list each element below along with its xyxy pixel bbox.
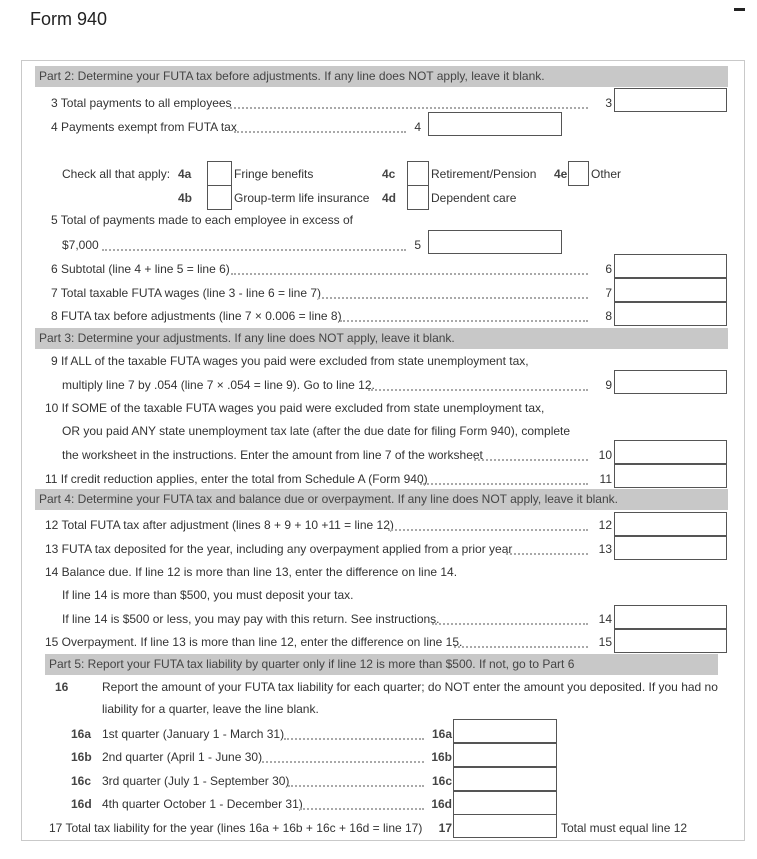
retirement-pension-checkbox[interactable] bbox=[407, 161, 429, 186]
q16d-label: 4th quarter October 1 - December 31) bbox=[102, 797, 303, 811]
check-4e-label: Other bbox=[591, 167, 622, 181]
leader-dots bbox=[300, 800, 424, 810]
q16c-label: 3rd quarter (July 1 - September 30) bbox=[102, 774, 290, 788]
group-term-life-checkbox[interactable] bbox=[207, 185, 232, 210]
line4-input[interactable] bbox=[428, 112, 562, 136]
q16b-input[interactable] bbox=[453, 743, 557, 767]
line10-label-c: the worksheet in the instructions. Enter the amount from line 7 of the worksheet bbox=[62, 448, 483, 462]
line7-label: 7 Total taxable FUTA wages (line 3 - line 6 = line 7) bbox=[51, 286, 322, 300]
q16c-input[interactable] bbox=[453, 767, 557, 791]
check-4c-code: 4c bbox=[382, 167, 396, 181]
fringe-benefits-checkbox[interactable] bbox=[207, 161, 232, 186]
leader-dots bbox=[102, 241, 406, 251]
leader-dots bbox=[388, 521, 588, 531]
line16-text-b: liability for a quarter, leave the line blank. bbox=[102, 702, 319, 716]
q16c-code: 16c bbox=[71, 774, 92, 788]
line14-number: 14 bbox=[598, 612, 612, 626]
line8-number: 8 bbox=[605, 309, 612, 323]
check-all-label: Check all that apply: bbox=[62, 167, 171, 181]
check-4b-label: Group-term life insurance bbox=[234, 191, 370, 205]
leader-dots bbox=[474, 451, 588, 461]
line5-input[interactable] bbox=[428, 230, 562, 254]
check-4e-code: 4e bbox=[554, 167, 568, 181]
line8-label: 8 FUTA tax before adjustments (line 7 × 0.006 = line 8) bbox=[51, 309, 342, 323]
line4-label: 4 Payments exempt from FUTA tax bbox=[51, 120, 237, 134]
q16a-label: 1st quarter (January 1 - March 31) bbox=[102, 727, 285, 741]
line9-input[interactable] bbox=[614, 370, 727, 394]
line16-text-a: Report the amount of your FUTA tax liability for each quarter; do NOT enter the amount you deposited. If you had no bbox=[102, 680, 718, 694]
line13-number: 13 bbox=[598, 542, 612, 556]
line5-label-a: 5 Total of payments made to each employee in excess of bbox=[51, 213, 353, 227]
line15-input[interactable] bbox=[614, 629, 727, 653]
line6-input[interactable] bbox=[614, 254, 727, 278]
line15-label: 15 Overpayment. If line 13 is more than line 12, enter the difference on line 15. bbox=[45, 635, 463, 649]
check-4d-label: Dependent care bbox=[431, 191, 517, 205]
line9-number: 9 bbox=[605, 378, 612, 392]
line14-label-b: If line 14 is more than $500, you must deposit your tax. bbox=[62, 588, 354, 602]
line12-input[interactable] bbox=[614, 512, 727, 536]
q16d-number: 16d bbox=[431, 797, 452, 811]
line4-number: 4 bbox=[414, 120, 421, 134]
leader-dots bbox=[340, 312, 588, 322]
leader-dots bbox=[506, 545, 588, 555]
line5-number: 5 bbox=[414, 238, 421, 252]
line11-number: 11 bbox=[599, 472, 612, 486]
leader-dots bbox=[420, 475, 588, 485]
line17-note: Total must equal line 12 bbox=[561, 821, 688, 835]
part3-heading: Part 3: Determine your adjustments. If any line does NOT apply, leave it blank. bbox=[35, 328, 728, 349]
part2-heading: Part 2: Determine your FUTA tax before adjustments. If any line does NOT apply, leave it blank. bbox=[35, 66, 728, 87]
line17-label: 17 Total tax liability for the year (lines 16a + 16b + 16c + 16d = line 17) bbox=[49, 821, 423, 835]
leader-dots bbox=[318, 289, 588, 299]
line13-input[interactable] bbox=[614, 536, 727, 560]
leader-dots bbox=[454, 638, 588, 648]
line12-number: 12 bbox=[598, 518, 612, 532]
leader-dots bbox=[262, 753, 424, 763]
leader-dots bbox=[288, 777, 424, 787]
part5-heading: Part 5: Report your FUTA tax liability by quarter only if line 12 is more than $500. If not, go to Part 6 bbox=[45, 654, 718, 675]
q16a-code: 16a bbox=[71, 727, 92, 741]
part4-heading: Part 4: Determine your FUTA tax and balance due or overpayment. If any line does NOT apply, leave it blank. bbox=[35, 489, 728, 510]
other-checkbox[interactable] bbox=[568, 161, 589, 186]
line6-number: 6 bbox=[605, 262, 612, 276]
line5-label-b: $7,000 bbox=[62, 238, 99, 252]
check-4c-label: Retirement/Pension bbox=[431, 167, 537, 181]
line10-number: 10 bbox=[598, 448, 612, 462]
check-4d-code: 4d bbox=[382, 191, 397, 205]
leader-dots bbox=[284, 730, 424, 740]
page-title: Form 940 bbox=[30, 9, 108, 29]
line6-label: 6 Subtotal (line 4 + line 5 = line 6) bbox=[51, 262, 230, 276]
line16-code: 16 bbox=[55, 680, 69, 694]
line3-number: 3 bbox=[605, 96, 612, 110]
line14-label-a: 14 Balance due. If line 12 is more than line 13, enter the difference on line 14. bbox=[45, 565, 458, 579]
leader-dots bbox=[432, 615, 588, 625]
leader-dots bbox=[234, 123, 406, 133]
leader-dots bbox=[230, 99, 588, 109]
check-4a-code: 4a bbox=[178, 167, 192, 181]
dependent-care-checkbox[interactable] bbox=[407, 185, 429, 210]
line3-label: 3 Total payments to all employees bbox=[51, 96, 232, 110]
line15-number: 15 bbox=[598, 635, 612, 649]
check-4a-label: Fringe benefits bbox=[234, 167, 314, 181]
line17-number: 17 bbox=[438, 821, 452, 835]
line9-label-a: 9 If ALL of the taxable FUTA wages you paid were excluded from state unemployment tax, bbox=[51, 354, 529, 368]
line10-label-b: OR you paid ANY state unemployment tax late (after the due date for filing Form 940), complete bbox=[62, 424, 571, 438]
line13-label: 13 FUTA tax deposited for the year, including any overpayment applied from a prior year bbox=[45, 542, 513, 556]
q16b-label: 2nd quarter (April 1 - June 30) bbox=[102, 750, 263, 764]
line10-input[interactable] bbox=[614, 440, 727, 464]
line17-input[interactable] bbox=[453, 814, 557, 838]
q16a-input[interactable] bbox=[453, 719, 557, 743]
line14-label-c: If line 14 is $500 or less, you may pay with this return. See instructions. bbox=[62, 612, 440, 626]
line3-input[interactable] bbox=[614, 88, 727, 112]
q16a-number: 16a bbox=[431, 727, 452, 741]
q16d-input[interactable] bbox=[453, 791, 557, 815]
line10-label-a: 10 If SOME of the taxable FUTA wages you paid were excluded from state unemployment tax, bbox=[45, 401, 545, 415]
line11-label: 11 If credit reduction applies, enter the total from Schedule A (Form 940) bbox=[45, 472, 428, 486]
line7-number: 7 bbox=[605, 286, 612, 300]
leader-dots bbox=[231, 265, 588, 275]
q16d-code: 16d bbox=[71, 797, 92, 811]
minimize-icon[interactable] bbox=[734, 8, 745, 11]
line12-label: 12 Total FUTA tax after adjustment (lines 8 + 9 + 10 +11 = line 12) bbox=[45, 518, 394, 532]
line14-input[interactable] bbox=[614, 605, 727, 629]
check-4b-code: 4b bbox=[178, 191, 193, 205]
line11-input[interactable] bbox=[614, 464, 727, 488]
leader-dots bbox=[368, 381, 588, 391]
line8-input[interactable] bbox=[614, 302, 727, 326]
q16c-number: 16c bbox=[431, 774, 452, 788]
q16b-code: 16b bbox=[71, 750, 92, 764]
line9-label-b: multiply line 7 by .054 (line 7 × .054 = line 9). Go to line 12. bbox=[62, 378, 375, 392]
line7-input[interactable] bbox=[614, 278, 727, 302]
q16b-number: 16b bbox=[431, 750, 452, 764]
